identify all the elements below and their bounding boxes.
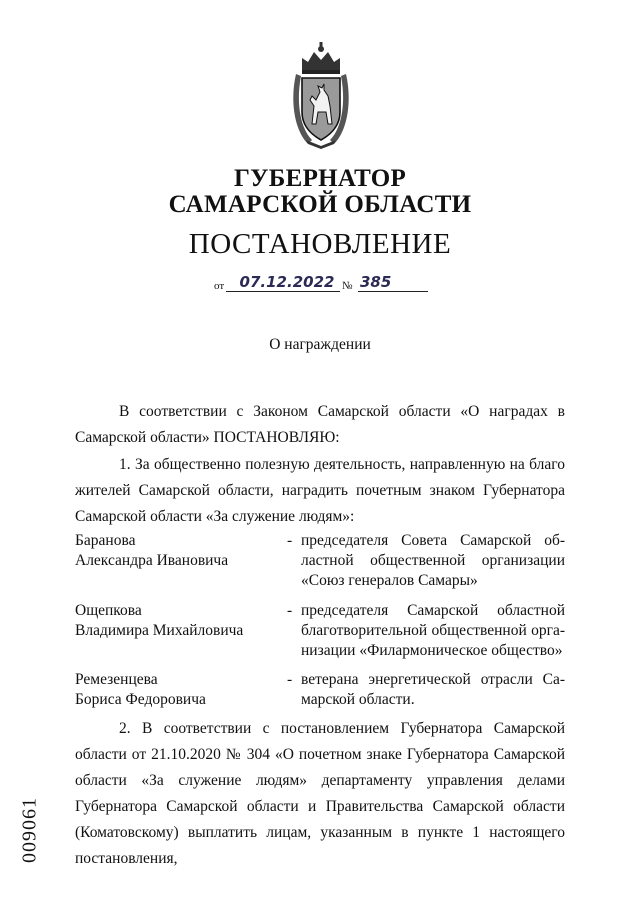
awardee-surname: Ремезенцева: [75, 671, 158, 688]
handwritten-number: 385: [360, 273, 392, 291]
awardee-given-names: Александра Ивановича: [75, 552, 229, 569]
point-1-paragraph: 1. За общественно полезную деятельность, направленную на благо жителей Самарской области, наградить почетным знаком Губернатора Самарской области «За служение людям»:: [75, 456, 565, 525]
org-title-line1: ГУБЕРНАТОР: [233, 165, 407, 192]
number-sign: №: [342, 280, 353, 292]
awardee-given-names: Бориса Федоровича: [75, 691, 206, 708]
document-subject: О награждении: [269, 336, 371, 353]
intro-paragraph: В соответствии с Законом Самарской области «О наградах в Самарской области» ПОСТАНОВЛЯЮ:: [75, 403, 565, 446]
date-underline: [226, 291, 340, 292]
coat-of-arms-emblem: [288, 40, 354, 150]
awardee-description: председателя Совета Самарской об-ластной общественной организации «Союз генералов Самары»: [301, 532, 565, 589]
date-prefix: от: [214, 280, 225, 292]
org-title-line2: САМАРСКОЙ ОБЛАСТИ: [168, 191, 472, 218]
awardee-surname: Ощепкова: [75, 602, 142, 619]
document-type-title: ПОСТАНОВЛЕНИЕ: [188, 228, 452, 260]
point-2-paragraph: 2. В соответствии с постановлением Губернатора Самарской области от 21.10.2020 № 304 «О почетном знаке Губернатора Самарской области «За служение людям» департаменту управления делами Губернатора Самарской области и Правительства Самарской области (Коматовскому) выплатить лицам, указанным в пункте 1 настоящего постановления,: [75, 720, 565, 867]
dash-separator: -: [287, 671, 293, 688]
dash-separator: -: [287, 602, 293, 619]
awardee-description: председателя Самарской областной благотворительной общественной орга-низации «Филармоническое общество»: [301, 602, 565, 659]
form-serial-number: 009061: [18, 797, 41, 863]
awardee-surname: Баранова: [75, 532, 136, 549]
awardee-given-names: Владимира Михайловича: [75, 622, 244, 639]
number-underline: [358, 291, 428, 292]
awardee-name: [75, 531, 275, 571]
awardee-description: ветерана энергетической отрасли Са-марской области.: [301, 671, 565, 708]
dash-separator: -: [287, 532, 293, 549]
document-number-line: [212, 275, 432, 295]
awardee-name: [75, 670, 275, 710]
awardee-name: [75, 601, 275, 641]
handwritten-date: 07.12.2022: [239, 273, 335, 291]
